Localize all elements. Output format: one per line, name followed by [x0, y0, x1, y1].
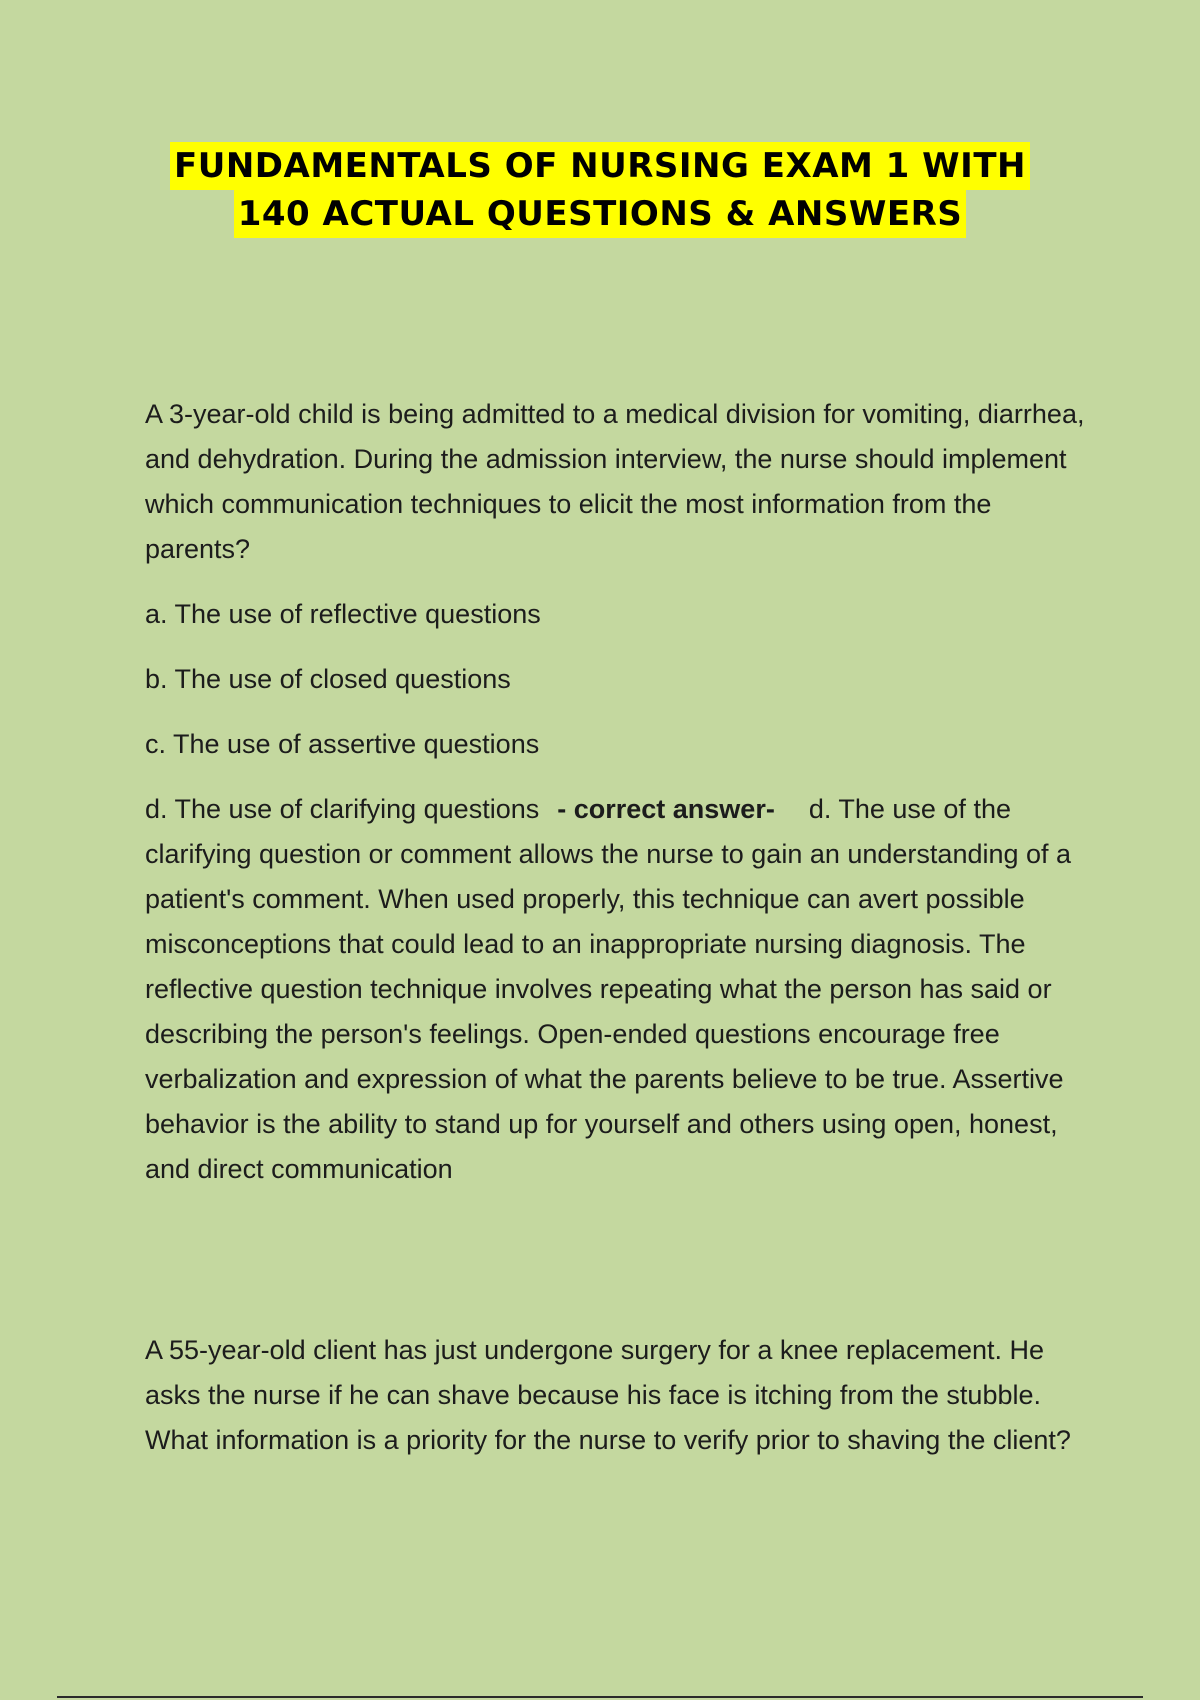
title-line-2: 140 ACTUAL QUESTIONS & ANSWERS [234, 190, 967, 238]
correct-answer-label: - correct answer- [557, 794, 775, 824]
question-2-stem: A 55-year-old client has just undergone surgery for a knee replacement. He asks the nurse if he can shave because his face is itching from the stubble. What information is a priority for the nurse to verify prior to shaving the client? [145, 1335, 1071, 1455]
option-a: a. The use of reflective questions [145, 599, 541, 629]
title-line-1: FUNDAMENTALS OF NURSING EXAM 1 WITH [170, 142, 1030, 190]
document-title [0, 142, 1200, 238]
option-c: c. The use of assertive questions [145, 729, 540, 759]
option-d: d. The use of clarifying questions [145, 794, 540, 824]
page-bottom-divider [57, 1696, 1143, 1698]
option-b: b. The use of closed questions [145, 664, 511, 694]
question-1 [145, 392, 1095, 1192]
answer-rationale: d. The use of the clarifying question or comment allows the nurse to gain an understanding of a patient's comment. When used properly, this technique can avert possible misconceptions that could lead to an inappropriate nursing diagnosis. The reflective question technique involves repeating what the person has said or describing the person's feelings. Open-ended questions encourage free verbalization and expression of what the parents believe to be true. Assertive behavior is the ability to stand up for yourself and others using open, honest, and direct communication [145, 794, 1072, 1184]
question-1-stem: A 3-year-old child is being admitted to a medical division for vomiting, diarrhea, and dehydration. During the admission interview, the nurse should implement which communication techniques to elicit the most information from the parents? [145, 399, 1085, 564]
question-2 [145, 1328, 1095, 1483]
option-d-with-answer [145, 787, 1095, 1192]
